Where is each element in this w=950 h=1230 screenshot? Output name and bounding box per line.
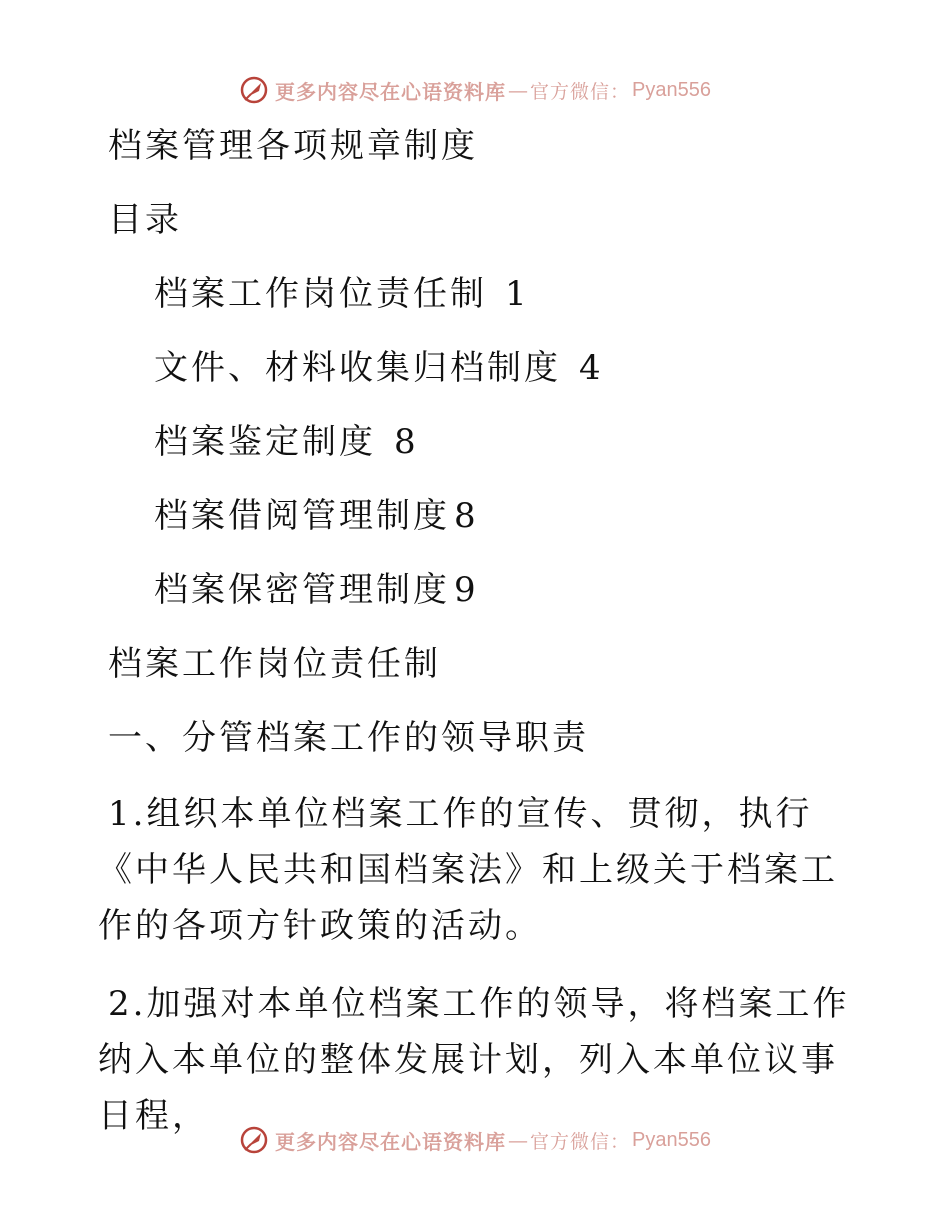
toc-entry xyxy=(154,348,604,388)
watermark-official-label: 官方微信： xyxy=(530,1130,631,1153)
watermark-brand-text: 更多内容尽在心语资料库 xyxy=(275,79,506,104)
toc-entry-label: 档案保密管理制度 xyxy=(154,570,450,610)
watermark-dash: — xyxy=(508,78,528,102)
toc-entry-page: 4 xyxy=(579,348,604,388)
toc-entry-label: 档案鉴定制度 xyxy=(154,422,376,462)
toc-heading: 目录 xyxy=(108,200,182,240)
feather-pen-logo-icon xyxy=(239,75,269,105)
toc-entry xyxy=(154,570,479,610)
watermark-brand-text: 更多内容尽在心语资料库 xyxy=(275,1129,506,1154)
toc-entry-page: 1 xyxy=(505,274,530,314)
toc-entry-page: 9 xyxy=(454,570,479,610)
watermark-dash: — xyxy=(508,1128,528,1152)
section-title: 档案工作岗位责任制 xyxy=(108,644,441,684)
feather-pen-logo-icon xyxy=(239,1125,269,1155)
paragraph-1: 1.组织本单位档案工作的宣传、贯彻，执行《中华人民共和国档案法》和上级关于档案工作的各项方针政策的活动。 xyxy=(98,794,838,946)
toc-entry-label: 文件、材料收集归档制度 xyxy=(154,348,561,388)
watermark-official-label: 官方微信： xyxy=(530,80,631,103)
watermark-wechat-id: Pyan556 xyxy=(632,78,711,101)
toc-entry-page: 8 xyxy=(394,422,419,462)
toc-entry xyxy=(154,274,530,314)
paragraph-2: 2.加强对本单位档案工作的领导，将档案工作纳入本单位的整体发展计划，列入本单位议事日程， xyxy=(98,984,850,1136)
header-watermark xyxy=(0,70,950,110)
toc-entry-label: 档案工作岗位责任制 xyxy=(154,274,487,314)
footer-watermark xyxy=(0,1120,950,1160)
watermark-wechat-id: Pyan556 xyxy=(632,1128,711,1151)
toc-entry xyxy=(154,496,479,536)
subsection-title: 一、分管档案工作的领导职责 xyxy=(108,718,589,758)
toc-entry-label: 档案借阅管理制度 xyxy=(154,496,450,536)
toc-entry-page: 8 xyxy=(454,496,479,536)
toc-entry xyxy=(154,422,419,462)
document-title: 档案管理各项规章制度 xyxy=(108,126,478,166)
